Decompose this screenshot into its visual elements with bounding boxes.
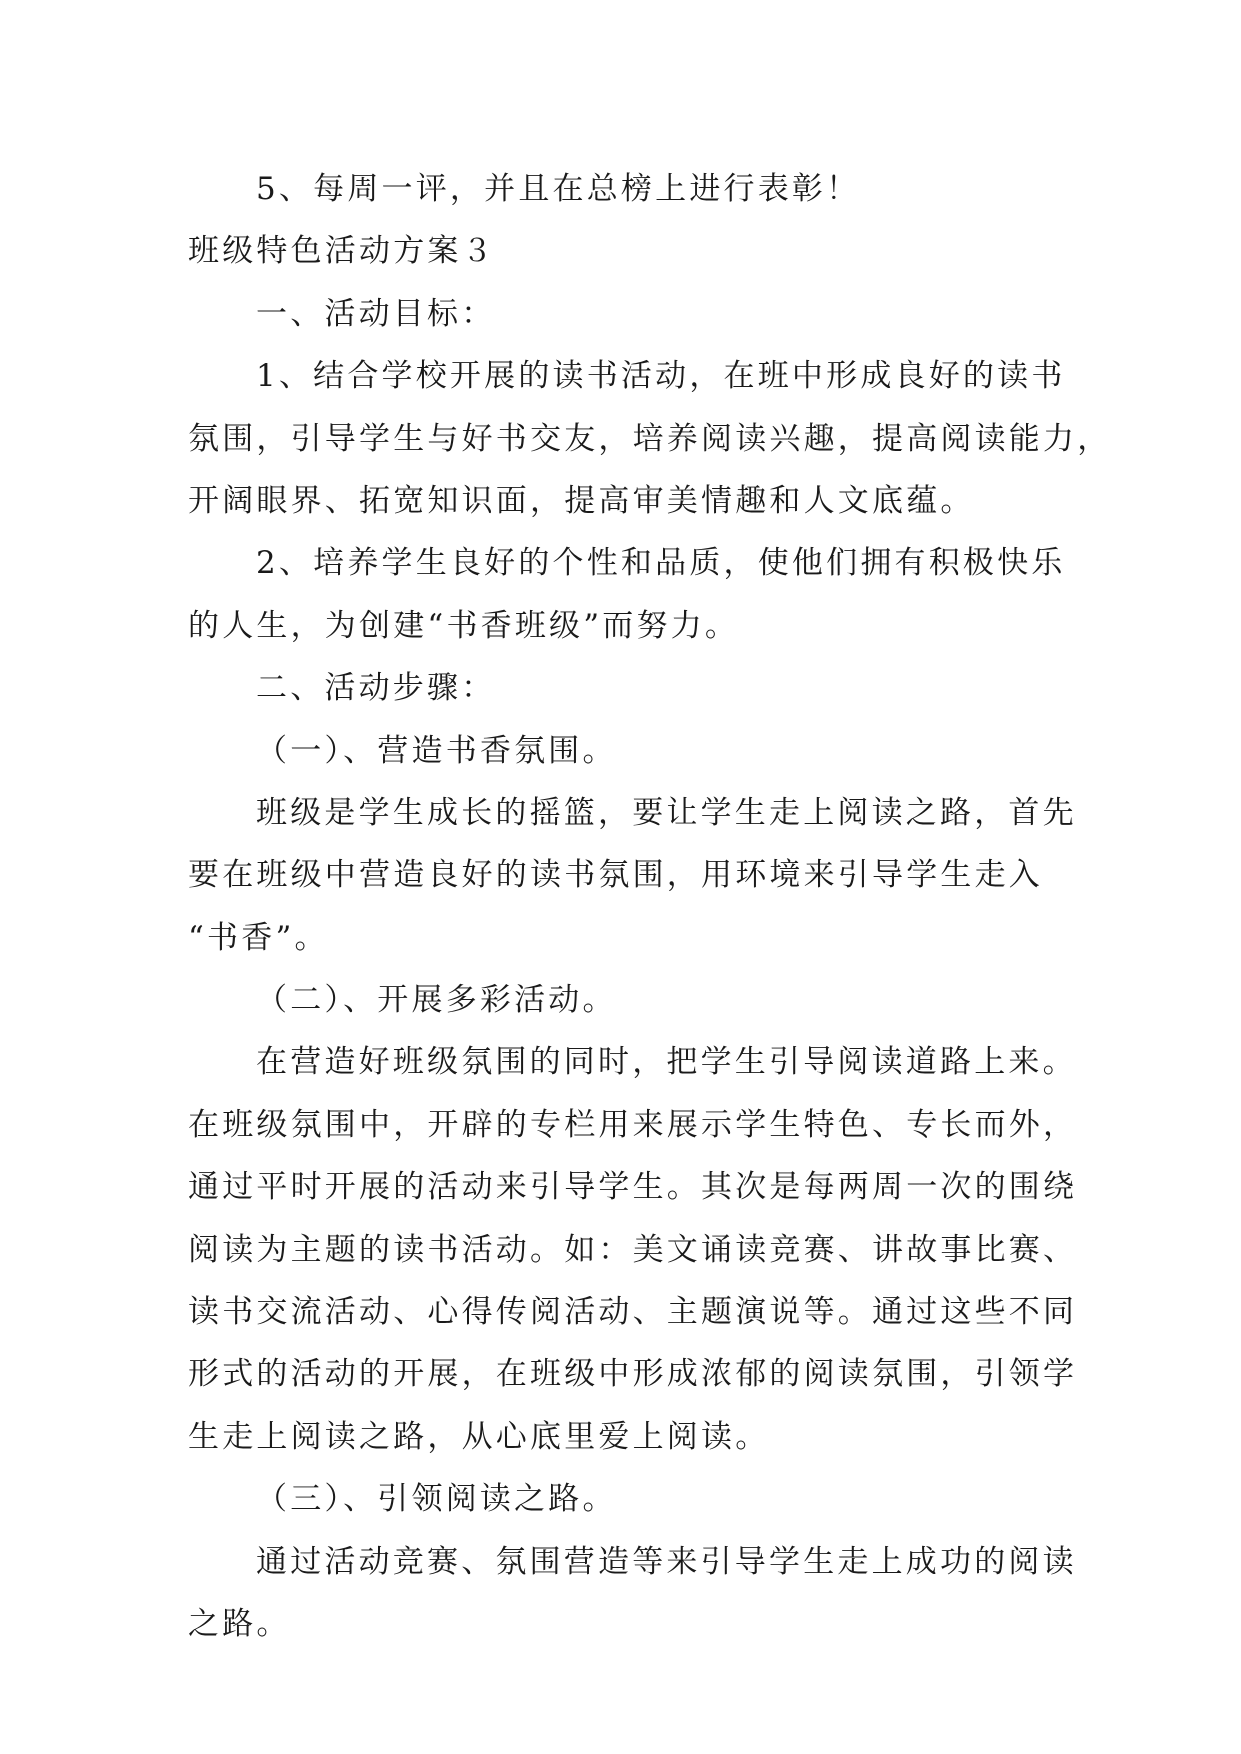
subheading-step-3: （三）、引领阅读之路。 (256, 1481, 617, 1518)
section-title: 班级特色活动方案３ (188, 233, 496, 270)
paragraph-line: 在班级氛围中，开辟的专栏用来展示学生特色、专长而外， (188, 1106, 1078, 1143)
document-body (188, 158, 1112, 1655)
paragraph-line: 通过活动竞赛、氛围营造等来引导学生走上成功的阅读 (256, 1543, 1077, 1580)
paragraph-line: 1、结合学校开展的读书活动，在班中形成良好的读书 (256, 358, 1066, 395)
paragraph-line: 通过平时开展的活动来引导学生。其次是每两周一次的围绕 (188, 1169, 1078, 1206)
paragraph-line: 班级是学生成长的摇篮，要让学生走上阅读之路，首先 (256, 794, 1077, 831)
paragraph-line: 氛围，引导学生与好书交友，培养阅读兴趣，提高阅读能力， (188, 420, 1112, 457)
paragraph-line: “书香”。 (188, 919, 329, 956)
paragraph-line: 要在班级中营造良好的读书氛围，用环境来引导学生走入 (188, 857, 1043, 894)
subheading-step-1: （一）、营造书香氛围。 (256, 732, 617, 769)
paragraph-line: 之路。 (188, 1605, 291, 1642)
paragraph-line: 读书交流活动、心得传阅活动、主题演说等。通过这些不同 (188, 1294, 1078, 1331)
paragraph-line: 生走上阅读之路，从心底里爱上阅读。 (188, 1418, 770, 1455)
heading-activity-goals: 一、活动目标： (256, 295, 496, 332)
subheading-step-2: （二）、开展多彩活动。 (256, 982, 617, 1019)
heading-activity-steps: 二、活动步骤： (256, 670, 496, 707)
paragraph-line: 形式的活动的开展，在班级中形成浓郁的阅读氛围，引领学 (188, 1356, 1078, 1393)
paragraph-line: 开阔眼界、拓宽知识面，提高审美情趣和人文底蕴。 (188, 482, 975, 519)
paragraph-line: 2、培养学生良好的个性和品质，使他们拥有积极快乐 (256, 545, 1066, 582)
paragraph-line: 在营造好班级氛围的同时，把学生引导阅读道路上来。 (256, 1044, 1077, 1081)
paragraph-line: 5、每周一评，并且在总榜上进行表彰！ (256, 171, 861, 207)
paragraph-line: 阅读为主题的读书活动。如：美文诵读竞赛、讲故事比赛、 (188, 1231, 1078, 1268)
paragraph-line: 的人生，为创建“书香班级”而努力。 (188, 607, 740, 644)
